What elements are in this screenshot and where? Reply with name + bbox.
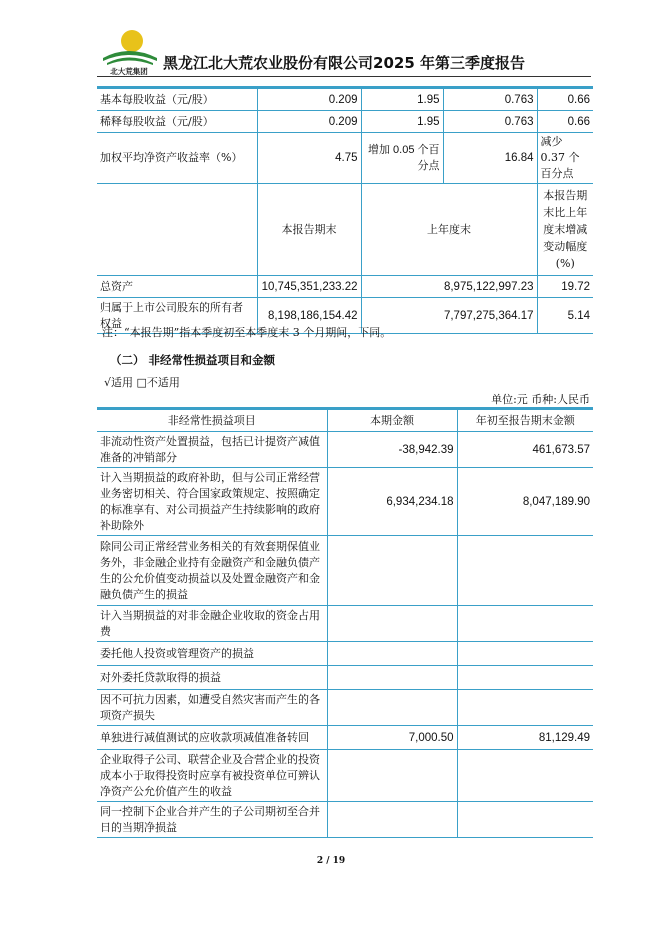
ytd-amount <box>457 666 593 690</box>
cell-value: 0.763 <box>443 89 537 111</box>
currency-unit: 单位:元 币种:人民币 <box>491 393 590 406</box>
ytd-amount <box>457 536 593 606</box>
item-label: 委托他人投资或管理资产的损益 <box>97 642 327 666</box>
cell-value: 19.72 <box>537 276 593 298</box>
row-label: 总资产 <box>97 276 257 298</box>
current-amount <box>327 690 457 726</box>
table-row <box>97 666 593 690</box>
item-label: 计入当期损益的对非金融企业收取的资金占用费 <box>97 606 327 642</box>
cell-value: 16.84 <box>443 133 537 184</box>
table-row <box>97 690 593 726</box>
column-header: 本期金额 <box>327 410 457 432</box>
cell-value: 7,797,275,364.17 <box>361 298 537 334</box>
cell-value: 8,975,122,997.23 <box>361 276 537 298</box>
table-note: 注：“本报告期”指本季度初至本季度末 3 个月期间，下同。 <box>102 326 392 339</box>
cell-value: 10,745,351,233.22 <box>257 276 361 298</box>
cell-value: 5.14 <box>537 298 593 334</box>
table-row <box>97 276 593 298</box>
ytd-amount: 81,129.49 <box>457 726 593 750</box>
current-amount <box>327 802 457 838</box>
logo-text: 北大荒集团 <box>110 67 148 76</box>
item-label: 单独进行减值测试的应收款项减值准备转回 <box>97 726 327 750</box>
item-label: 非流动性资产处置损益，包括已计提资产减值准备的冲销部分 <box>97 432 327 468</box>
section-title: （二） 非经常性损益项目和金额 <box>110 353 276 367</box>
table-header-row <box>97 410 593 432</box>
cell-value: 0.209 <box>257 111 361 133</box>
non-recurring-items-table <box>97 409 593 838</box>
table-row <box>97 726 593 750</box>
cell-value: 0.66 <box>537 111 593 133</box>
company-logo <box>97 28 161 76</box>
ytd-amount: 461,673.57 <box>457 432 593 468</box>
ytd-amount <box>457 606 593 642</box>
cell-value: 0.66 <box>537 89 593 111</box>
item-label: 除同公司正常经营业务相关的有效套期保值业务外，非金融企业持有金融资产和金融负债产生的公允价值变动损益以及处置金融资产和金融负债产生的损益 <box>97 536 327 606</box>
ytd-amount: 8,047,189.90 <box>457 468 593 536</box>
cell-value: 8,198,186,154.42 <box>257 298 361 334</box>
table-row <box>97 133 593 184</box>
table-row <box>97 432 593 468</box>
column-header: 非经常性损益项目 <box>97 410 327 432</box>
column-header: 本报告期末比上年度末增减变动幅度(%) <box>537 184 593 276</box>
row-label: 基本每股收益（元/股） <box>97 89 257 111</box>
row-label: 加权平均净资产收益率（%） <box>97 133 257 184</box>
cell-value: 1.95 <box>361 89 443 111</box>
table-row <box>97 468 593 536</box>
current-amount: 6,934,234.18 <box>327 468 457 536</box>
financial-indicators-table <box>97 88 593 334</box>
cell-value: 4.75 <box>257 133 361 184</box>
current-amount <box>327 642 457 666</box>
ytd-amount <box>457 690 593 726</box>
report-title: 黑龙江北大荒农业股份有限公司2025 年第三季度报告 <box>163 54 525 72</box>
ytd-amount <box>457 642 593 666</box>
empty-cell <box>97 184 257 276</box>
current-amount <box>327 666 457 690</box>
row-label: 稀释每股收益（元/股） <box>97 111 257 133</box>
item-label: 因不可抗力因素，如遭受自然灾害而产生的各项资产损失 <box>97 690 327 726</box>
table-row <box>97 89 593 111</box>
applicable-checkbox-text: √适用 □不适用 <box>104 376 180 389</box>
item-label: 计入当期损益的政府补助，但与公司正常经营业务密切相关、符合国家政策规定、按照确定的标准享有、对公司损益产生持续影响的政府补助除外 <box>97 468 327 536</box>
table-row <box>97 536 593 606</box>
current-amount <box>327 750 457 802</box>
table-row <box>97 802 593 838</box>
ytd-amount <box>457 802 593 838</box>
current-amount: 7,000.50 <box>327 726 457 750</box>
current-amount: -38,942.39 <box>327 432 457 468</box>
ytd-amount <box>457 750 593 802</box>
cell-value: 1.95 <box>361 111 443 133</box>
cell-value: 增加 0.05 个百分点 <box>361 133 443 184</box>
table-row <box>97 642 593 666</box>
table-row <box>97 606 593 642</box>
table-row <box>97 750 593 802</box>
row-label: 归属于上市公司股东的所有者权益 <box>97 298 257 334</box>
header-rule <box>97 76 591 77</box>
column-header: 上年度末 <box>361 184 537 276</box>
current-amount <box>327 606 457 642</box>
column-header: 本报告期末 <box>257 184 361 276</box>
item-label: 同一控制下企业合并产生的子公司期初至合并日的当期净损益 <box>97 802 327 838</box>
column-header: 年初至报告期末金额 <box>457 410 593 432</box>
page-number: 2 / 19 <box>316 856 346 866</box>
item-label: 企业取得子公司、联营企业及合营企业的投资成本小于取得投资时应享有被投资单位可辨认净资产公允价值产生的收益 <box>97 750 327 802</box>
item-label: 对外委托贷款取得的损益 <box>97 666 327 690</box>
cell-value: 0.209 <box>257 89 361 111</box>
current-amount <box>327 536 457 606</box>
table-row <box>97 111 593 133</box>
table-subheader-row <box>97 184 593 276</box>
cell-value: 减少 0.37 个百分点 <box>537 133 593 184</box>
cell-value: 0.763 <box>443 111 537 133</box>
